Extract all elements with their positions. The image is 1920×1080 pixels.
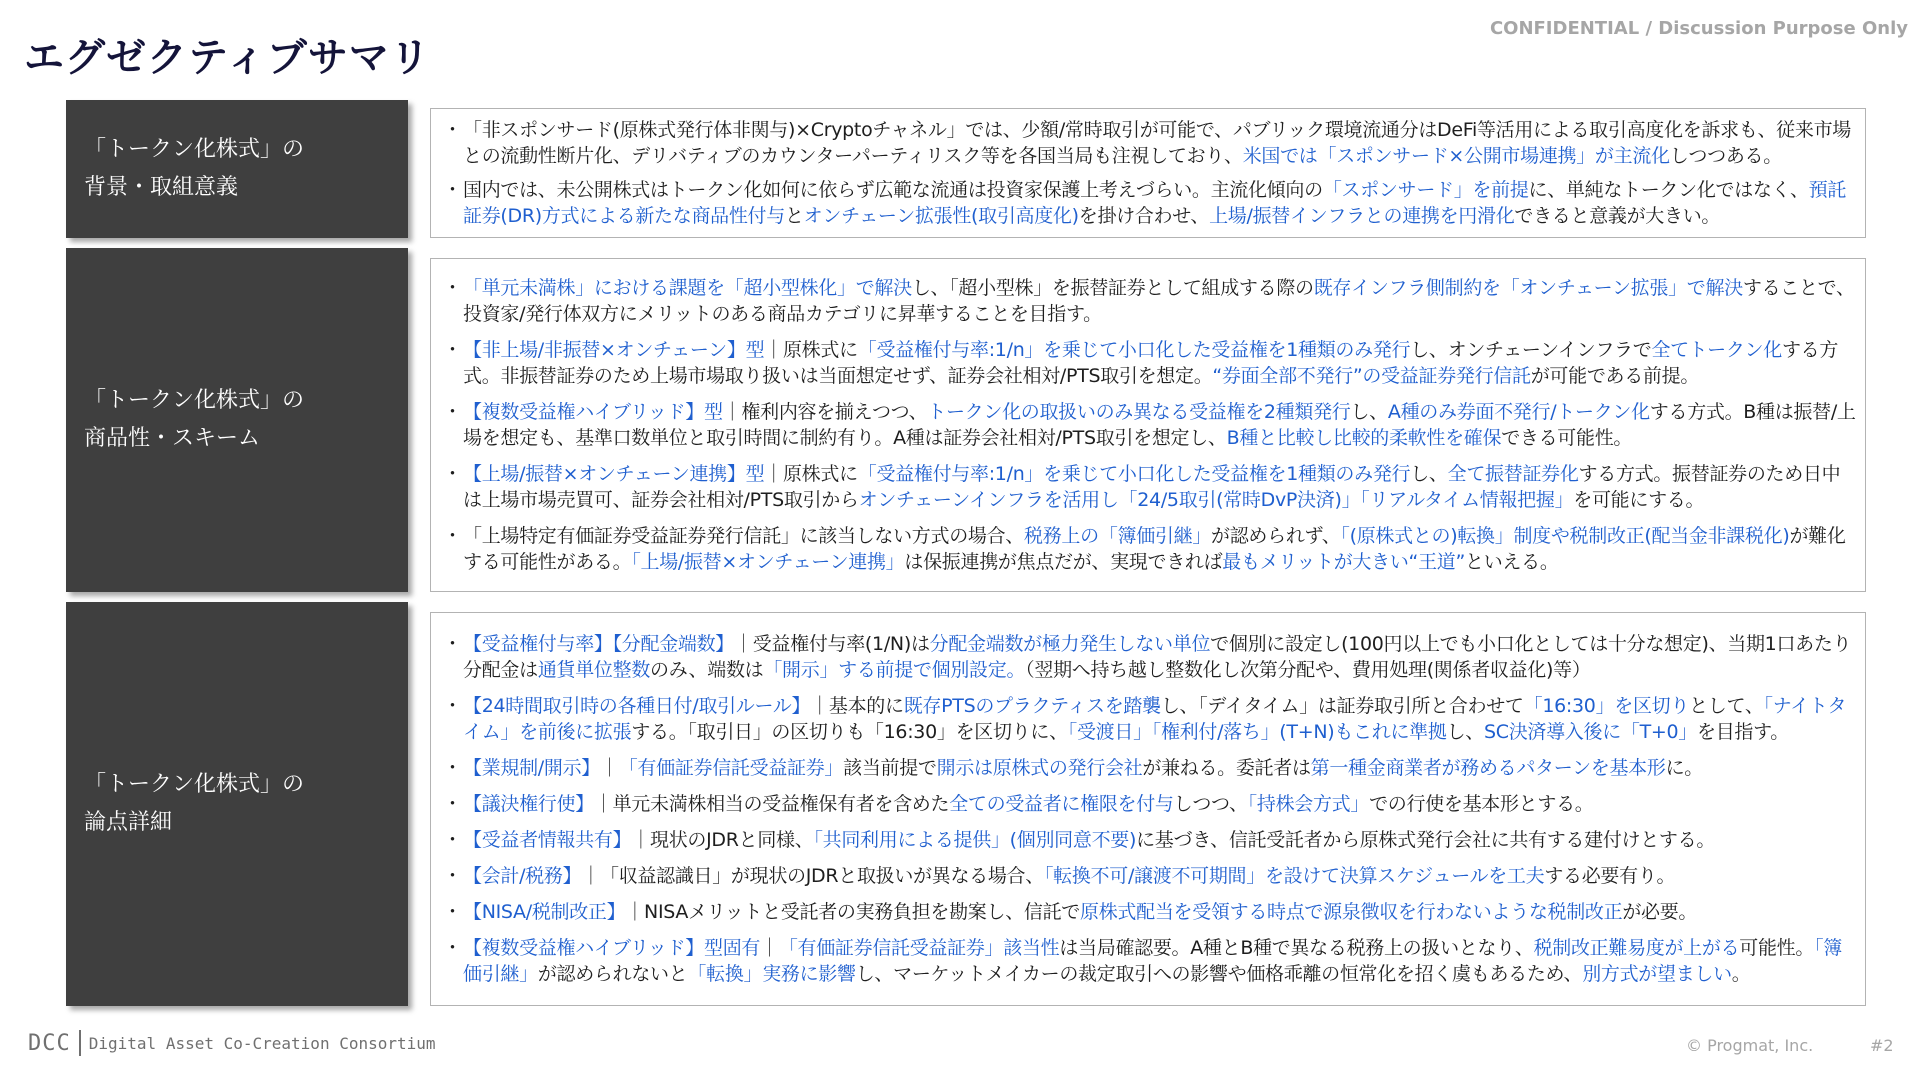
section-label (66, 248, 408, 592)
bullet-item (449, 461, 1857, 513)
section-product-scheme (66, 248, 1866, 592)
body-text: する必要有り。 (1544, 865, 1676, 887)
highlight-text: 最もメリットが大きい“王道” (1222, 551, 1466, 573)
section-content (430, 612, 1866, 1006)
section-label-line2: 商品性・スキーム (84, 426, 261, 451)
highlight-text: 「有価証券信託受益証券」 (618, 757, 844, 779)
body-text: する方式。非振替証券のため上場市場取り扱いは当面想定せず、証券会社相対/PTS取引を想定。 (463, 339, 1839, 387)
body-text: ｜権利内容を揃えつつ、 (722, 401, 928, 423)
body-text: ｜現状のJDRと同様、 (631, 829, 814, 851)
bullet-item (449, 117, 1857, 169)
body-text: ｜受益権付与率(1/N)は (734, 633, 930, 655)
highlight-text: 【業規制/開示】 (463, 757, 601, 779)
highlight-text: 【受益権付与率】【分配金端数】 (463, 633, 735, 655)
highlight-text: 「単元未満株」における課題を「超小型株化」で解決 (463, 277, 912, 299)
bullet-item (449, 791, 1857, 817)
dcc-logo (28, 1030, 436, 1056)
highlight-text: 米国では「スポンサード×公開市場連携」が主流化 (1242, 145, 1670, 167)
highlight-text: 上場/振替インフラとの連携を円滑化 (1209, 205, 1515, 227)
highlight-text: 既存インフラ側制約を「オンチェーン拡張」で解決 (1313, 277, 1743, 299)
highlight-text: 分配金端数が極力発生しない単位 (929, 633, 1211, 655)
body-text: する方式。B種は振替/上場を想定も、基準口数単位と取引時間に制約有り。A種は証券会社相対/PTS取引を想定し、 (463, 401, 1856, 449)
highlight-text: A種のみ券面不発行/トークン化 (1387, 401, 1650, 423)
body-text: ｜単元未満株相当の受益権保有者を含めた (593, 793, 950, 815)
highlight-text: 「開示」する前提で個別設定。 (763, 659, 1026, 681)
body-text: として、 (1689, 695, 1764, 717)
highlight-text: 【複数受益権ハイブリッド】型固有 (463, 937, 761, 959)
bullet-item (449, 935, 1857, 987)
highlight-text: 「転換」実務に影響 (687, 963, 856, 985)
logo-divider (79, 1030, 81, 1056)
bullet-item (449, 863, 1857, 889)
body-text: を目指す。 (1697, 721, 1789, 743)
section-label (66, 100, 408, 238)
dcc-logo-short: DCC (28, 1030, 71, 1056)
bullet-item (449, 523, 1857, 575)
bullet-item (449, 693, 1857, 745)
body-text: し、 (1350, 401, 1388, 423)
bullet-item (449, 275, 1857, 327)
highlight-text: “券面全部不発行”の受益証券発行信託 (1212, 365, 1531, 387)
body-text: 「非スポンサード(原株式発行体非関与)×Cryptoチャネル」では、少額/常時取引が可能で、パブリック環境流通分はDeFi等活用による取引高度化を訴求も、従来市場との流動性断片化、デリバティブのカウンターパーティリスク等を各国当局も注視しており、 (463, 119, 1851, 167)
highlight-text: 税制改正難易度が上がる (1533, 937, 1740, 959)
highlight-text: 「16:30」を区切り (1523, 695, 1690, 717)
body-text: といえる。 (1465, 551, 1559, 573)
highlight-text: 【24時間取引時の各種日付/取引ルール】 (463, 695, 811, 717)
highlight-text: 「転換不可/譲渡不可期間」を設けて決算スケジュールを工夫 (1043, 865, 1545, 887)
body-text: が認められず、 (1211, 525, 1341, 547)
body-text: ｜「収益認識日」が現状のJDRと取扱いが異なる場合、 (581, 865, 1044, 887)
body-text: ｜ (600, 757, 619, 779)
body-text: することで、投資家/発行体双方にメリットのある商品カテゴリに昇華することを目指す。 (463, 277, 1855, 325)
body-text: が必要。 (1622, 901, 1698, 923)
highlight-text: 全ての受益者に権限を付与 (949, 793, 1174, 815)
highlight-text: 全て振替証券化 (1447, 463, 1579, 485)
highlight-text: 「ナイトタイム」を前後に拡張 (463, 695, 1847, 743)
section-background (66, 100, 1866, 238)
bullet-item (449, 631, 1857, 683)
body-text: 該当前提で (843, 757, 937, 779)
highlight-text: オンチェーン拡張性(取引高度化) (803, 205, 1079, 227)
body-text: と (784, 205, 804, 227)
bullet-item (449, 899, 1857, 925)
highlight-text: 「持株会方式」 (1247, 793, 1370, 815)
highlight-text: 「受渡日」「権利付/落ち」(T+N)もこれに準拠 (1067, 721, 1447, 743)
body-text: し、 (1446, 721, 1484, 743)
confidential-notice: CONFIDENTIAL / Discussion Purpose Only (1489, 18, 1908, 39)
body-text: に。 (1665, 757, 1703, 779)
highlight-text: 「有価証券信託受益証券」該当性 (778, 937, 1060, 959)
body-text: ｜原株式に (764, 339, 858, 361)
highlight-text: 通貨単位整数 (537, 659, 651, 681)
body-text: する方式。振替証券のため日中は上場市場売買可、証券会社相対/PTS取引から (463, 463, 1841, 511)
body-text: ｜NISAメリットと受託者の実務負担を勘案し、信託で (625, 901, 1081, 923)
body-text: に、単純なトークン化ではなく、 (1528, 179, 1809, 201)
section-label-line1: 「トークン化株式」の (84, 137, 305, 162)
body-text: のみ、端数は (650, 659, 764, 681)
highlight-text: 【非上場/非振替×オンチェーン】型 (463, 339, 765, 361)
body-text: 。 (1731, 963, 1751, 985)
body-text: （翌期へ持ち越し整数化し次第分配や、費用処理(関係者収益化)等） (1025, 659, 1591, 681)
highlight-text: 「上場/振替×オンチェーン連携」 (631, 551, 905, 573)
body-text: し、オンチェーンインフラで (1410, 339, 1652, 361)
body-text: が可能である前提。 (1530, 365, 1700, 387)
highlight-text: 「(原株式との)転換」制度や税制改正(配当金非課税化) (1340, 525, 1790, 547)
body-text: し、「超小型株」を振替証券として組成する際の (911, 277, 1314, 299)
body-text: しつつ、 (1173, 793, 1248, 815)
section-label-line2: 背景・取組意義 (84, 175, 239, 200)
highlight-text: 「受益権付与率:1/n」を乗じて小口化した受益権を1種類のみ発行 (857, 339, 1411, 361)
body-text: し、「デイタイム」は証券取引所と合わせて (1160, 695, 1524, 717)
highlight-text: 第一種金商業者が務めるパターンを基本形 (1310, 757, 1666, 779)
highlight-text: 【NISA/税制改正】 (463, 901, 626, 923)
section-label (66, 602, 408, 1006)
body-text: ｜ (760, 937, 779, 959)
body-text: し、マーケットメイカーの裁定取引への影響や価格乖離の恒常化を招く虞もあるため、 (855, 963, 1583, 985)
bullet-item (449, 177, 1857, 229)
highlight-text: 【議決権行使】 (463, 793, 594, 815)
section-content (430, 108, 1866, 238)
body-text: が兼ねる。委託者は (1142, 757, 1311, 779)
body-text: に基づき、信託受託者から原株式発行会社に共有する建付けとする。 (1136, 829, 1716, 851)
section-content (430, 258, 1866, 592)
highlight-text: 【複数受益権ハイブリッド】型 (463, 401, 723, 423)
highlight-text: 【上場/振替×オンチェーン連携】型 (463, 463, 765, 485)
section-label-line1: 「トークン化株式」の (84, 772, 305, 797)
bullet-item (449, 827, 1857, 853)
highlight-text: トークン化の取扱いのみ異なる受益権を2種類発行 (927, 401, 1351, 423)
body-text: ｜基本的に (810, 695, 904, 717)
highlight-text: 全てトークン化 (1651, 339, 1782, 361)
highlight-text: 【会計/税務】 (463, 865, 582, 887)
body-text: できると意義が大きい。 (1514, 205, 1721, 227)
highlight-text: B種と比較し比較的柔軟性を確保 (1226, 427, 1502, 449)
body-text: ｜原株式に (764, 463, 858, 485)
body-text: しつつある。 (1669, 145, 1782, 167)
body-text: する。「取引日」の区切りも「16:30」を区切りに、 (631, 721, 1068, 743)
bullet-item (449, 337, 1857, 389)
highlight-text: 既存PTSのプラクティスを踏襲 (903, 695, 1161, 717)
page-number: #2 (1870, 1036, 1894, 1055)
highlight-text: オンチェーンインフラを活用し「24/5取引(常時DvP決済)」「リアルタイム情報把握」 (858, 489, 1574, 511)
body-text: 「上場特定有価証券受益証券発行信託」に該当しない方式の場合、 (463, 525, 1025, 547)
highlight-text: 税務上の「簿価引継」 (1024, 525, 1212, 547)
highlight-text: 別方式が望ましい (1582, 963, 1732, 985)
section-label-line1: 「トークン化株式」の (84, 388, 305, 413)
highlight-text: 「共同利用による提供」(個別同意不要) (813, 829, 1137, 851)
highlight-text: 「受益権付与率:1/n」を乗じて小口化した受益権を1種類のみ発行 (857, 463, 1411, 485)
body-text: を可能にする。 (1573, 489, 1705, 511)
highlight-text: 預託証券(DR)方式による新たな商品性付与 (463, 179, 1847, 227)
dcc-logo-full: Digital Asset Co-Creation Consortium (88, 1033, 436, 1053)
highlight-text: 「スポンサード」を前提 (1322, 179, 1529, 201)
body-text: 国内では、未公開株式はトークン化如何に依らず広範な流通は投資家保護上考えづらい。主流化傾向の (463, 179, 1323, 201)
highlight-text: 「簿価引継」 (463, 937, 1842, 985)
body-text: は保振連携が焦点だが、実現できれば (904, 551, 1223, 573)
bullet-item (449, 755, 1857, 781)
body-text: は当局確認要。A種とB種で異なる税務上の扱いとなり、 (1059, 937, 1534, 959)
body-text: し、 (1410, 463, 1448, 485)
section-label-line2: 論点詳細 (84, 810, 173, 835)
page-title: エグゼクティブサマリ (24, 35, 431, 81)
body-text: できる可能性。 (1501, 427, 1633, 449)
body-text: で個別に設定し(100円以上でも小口化としては十分な想定)、当期1口あたり分配金は (463, 633, 1852, 681)
copyright: © Progmat, Inc. (1686, 1036, 1814, 1055)
section-issue-details (66, 602, 1866, 1006)
bullet-item (449, 399, 1857, 451)
body-text: 可能性。 (1739, 937, 1815, 959)
highlight-text: SC決済導入後に「T+0」 (1483, 721, 1698, 743)
body-text: での行使を基本形とする。 (1369, 793, 1594, 815)
body-text: が認められないと (537, 963, 688, 985)
body-text: を掛け合わせ、 (1078, 205, 1210, 227)
highlight-text: 原株式配当を受領する時点で源泉徴収を行わないような税制改正 (1080, 901, 1623, 923)
highlight-text: 開示は原株式の発行会社 (936, 757, 1143, 779)
body-text: が難化する可能性がある。 (463, 525, 1846, 573)
highlight-text: 【受益者情報共有】 (463, 829, 632, 851)
